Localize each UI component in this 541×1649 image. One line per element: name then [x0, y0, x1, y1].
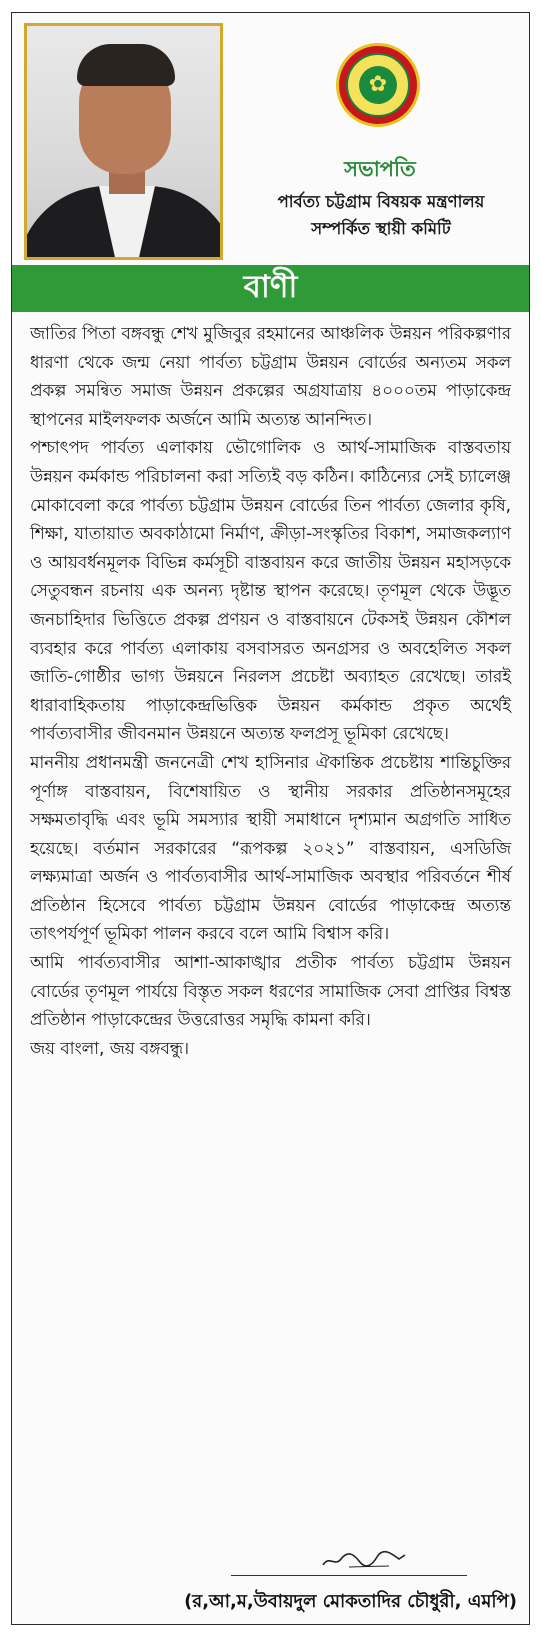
header: [12, 13, 529, 265]
signatory-name: (র,আ,ম,উবায়দুল মোকতাদির চৌধুরী, এমপি): [184, 1591, 517, 1612]
signature-line: [231, 1575, 467, 1576]
message-body: [12, 312, 529, 1062]
message-page: [11, 12, 530, 1625]
portrait-photo: [24, 23, 223, 260]
closing-slogan: জয় বাংলা, জয় বঙ্গবন্ধু।: [30, 1037, 190, 1058]
subtitle-line-1: পার্বত্য চট্টগ্রাম বিষয়ক মন্ত্রণালয়: [277, 192, 485, 211]
paragraph-3: মাননীয় প্রধানমন্ত্রী জননেত্রী শেখ হাসিনার ঐকান্তিক প্রচেষ্টায় শান্তিচুক্তির পূর্ণাঙ্গ বাস্তবায়ন, বিশেষায়িত ও স্থানীয় সরকার প্রতিষ্ঠানসমূহের সক্ষমতাবৃদ্ধি এবং ভূমি সমস্যার স্থায়ী সমাধানে দৃশ্যমান অগ্রগতি সাধিত হয়েছে। বর্তমান সরকারের “রূপকল্প ২০২১” বাস্তবায়ন, এসডিজি লক্ষ্যমাত্রা অর্জন ও পার্বত্যবাসীর আর্থ-সামাজিক অবস্থার পরিবর্তনে শীর্ষ প্রতিষ্ঠান হিসেবে পার্বত্য চট্টগ্রাম উন্নয়ন বোর্ডের পাড়াকেন্দ্র অত্যন্ত তাৎপর্যপূর্ণ ভূমিকা পালন করবে বলে আমি বিশ্বাস করি।: [30, 751, 511, 944]
paragraph-4: আমি পার্বত্যবাসীর আশা-আকাঙ্খার প্রতীক পার্বত্য চট্টগ্রাম উন্নয়ন বোর্ডের তৃণমূল পার্যয়ে বিস্তৃত সকল ধরণের সামাজিক সেবা প্রাপ্তির বিশ্বস্ত প্রতিষ্ঠান পাড়াকেন্দ্রের উত্তরোত্তর সমৃদ্ধি কামনা করি।: [30, 952, 511, 1030]
message-banner: বাণী: [12, 265, 529, 312]
paragraph-2: পশ্চাৎপদ পার্বত্য এলাকায় ভৌগোলিক ও আর্থ-সামাজিক বাস্তবতায় উন্নয়ন কর্মকান্ড পরিচালনা করা সত্যিই বড় কঠিন। কাঠিন্যের সেই চ্যালেঞ্জ মোকাবেলা করে পার্বত্য চট্টগ্রাম উন্নয়ন বোর্ডের তিন পার্বত্য জেলার কৃষি, শিক্ষা, যাতায়াত অবকাঠামো নির্মাণ, ক্রীড়া-সংস্কৃতির বিকাশ, সমাজকল্যাণ ও আয়বর্ধনমূলক বিভিন্ন কর্মসূচী বাস্তবায়ন করে জাতীয় উন্নয়ন মহাসড়কে সেতুবন্ধন রচনায় এক অনন্য দৃষ্টান্ত স্থাপন করেছে। তৃণমূল থেকে উদ্ভূত জনচাহিদার ভিত্তিতে প্রকল্প প্রণয়ন ও বাস্তবায়নে টেকসই উন্নয়ন কৌশল ব্যবহার করে পার্বত্য এলাকায় বসবাসরত অনগ্রসর ও অবহেলিত সকল জাতি-গোষ্ঠীর ভাগ্য উন্নয়নে নিরলস প্রচেষ্টা অব্যাহত রেখেছে। তারই ধারাবাহিকতায় পাড়াকেন্দ্রভিত্তিক উন্নয়ন কর্মকান্ড প্রকৃত অর্থেই পার্বত্যবাসীর জীবনমান উন্নয়নে অত্যন্ত ফলপ্রসূ ভূমিকা রেখেছে।: [30, 437, 511, 744]
subtitle-line-2: সম্পর্কিত স্থায়ী কমিটি: [311, 219, 451, 238]
page-title: সভাপতি: [344, 157, 416, 181]
handwritten-signature: [319, 1547, 409, 1573]
signature-block: [12, 1541, 529, 1621]
portrait-hair: [77, 44, 175, 86]
emblem-flower-icon: ✿: [368, 72, 388, 97]
parliament-emblem-logo: [336, 43, 420, 127]
paragraph-1: জাতির পিতা বঙ্গবন্ধু শেখ মুজিবুর রহমানের আঞ্চলিক উন্নয়ন পরিকল্পণার ধারণা থেকে জন্ম নেয়া পার্বত্য চট্টগ্রাম উন্নয়ন বোর্ডের অন্যতম সকল প্রকল্প সমন্বিত সমাজ উন্নয়ন প্রকল্পের অগ্রযাত্রায় ৪০০০তম পাড়াকেন্দ্র স্থাপনের মাইলফলক অর্জনে আমি অত্যন্ত আনন্দিত।: [30, 323, 511, 429]
